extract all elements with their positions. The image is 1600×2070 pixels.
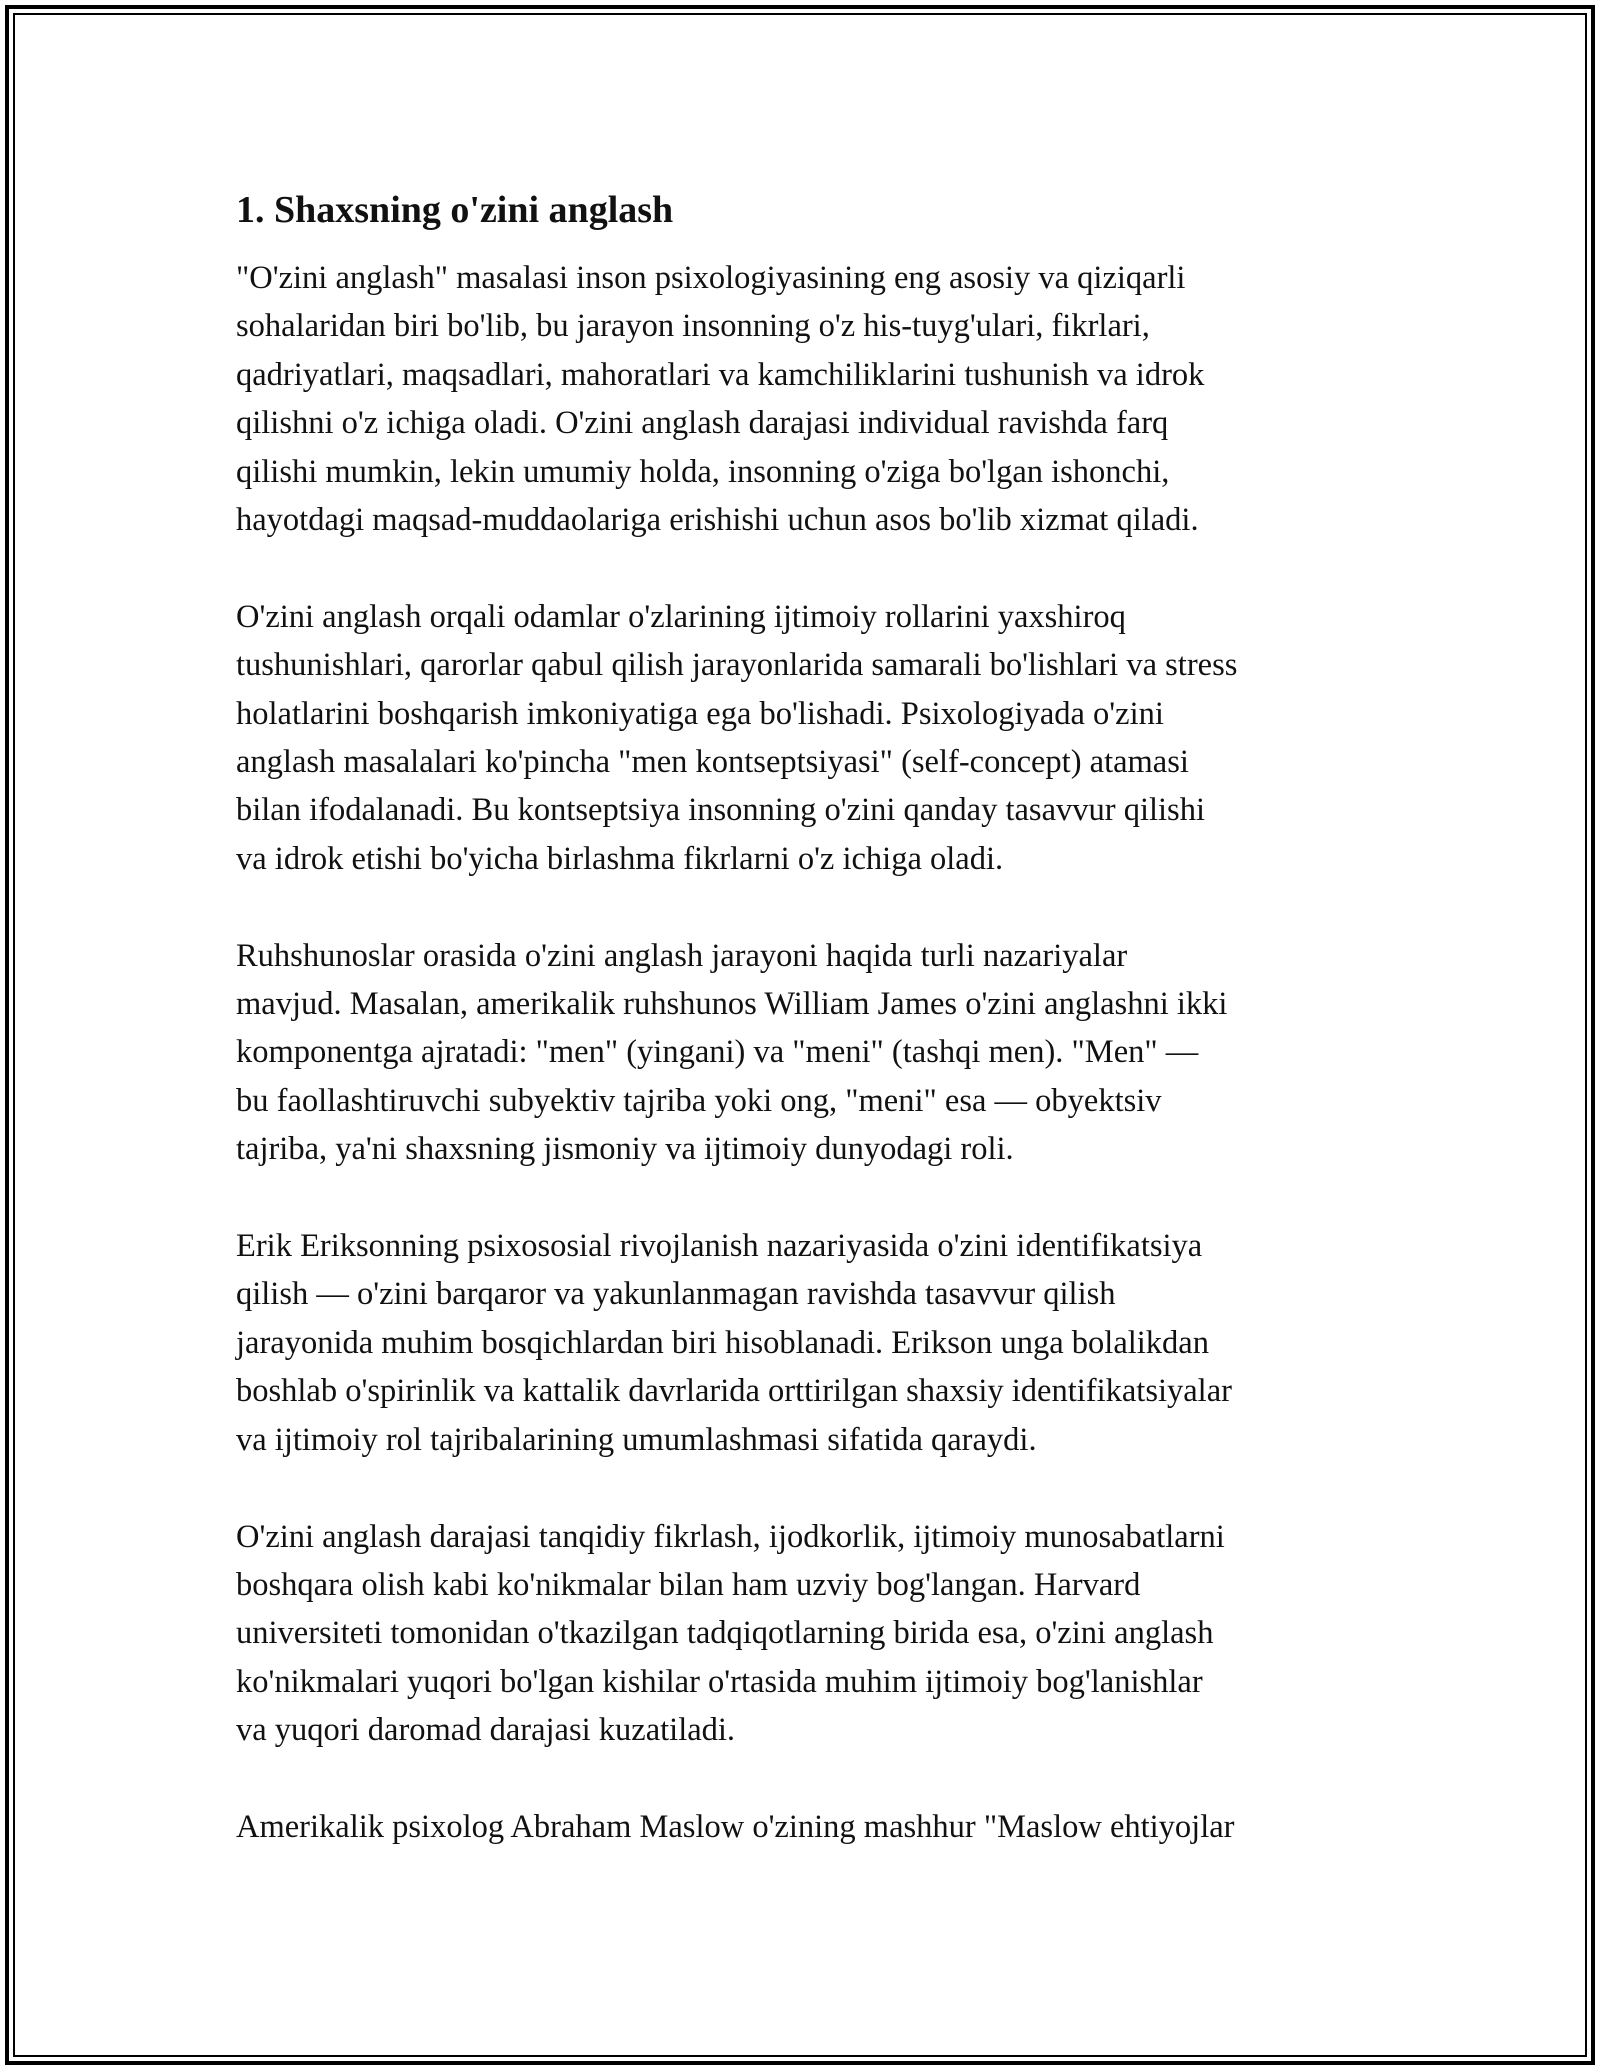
text-line: jarayonida muhim bosqichlardan biri hisoblanadi. Erikson unga bolalikdan <box>236 1324 1209 1361</box>
paragraph-4 <box>236 1222 1366 1464</box>
text-line: O'zini anglash orqali odamlar o'zlarining ijtimoiy rollarini yaxshiroq <box>236 598 1126 635</box>
paragraph-2 <box>236 593 1366 883</box>
text-line: Ruhshunoslar orasida o'zini anglash jarayoni haqida turli nazariyalar <box>236 937 1128 974</box>
text-line: tajriba, ya'ni shaxsning jismoniy va ijtimoiy dunyodagi roli. <box>236 1131 1014 1168</box>
text-line: O'zini anglash darajasi tanqidiy fikrlash, ijodkorlik, ijtimoiy munosabatlarni <box>236 1518 1225 1555</box>
text-line: va ijtimoiy rol tajribalarining umumlashmasi sifatida qaraydi. <box>236 1421 1037 1458</box>
document-body <box>236 186 1366 1900</box>
text-line: va yuqori daromad darajasi kuzatiladi. <box>236 1712 736 1749</box>
paragraph-1 <box>236 254 1366 544</box>
text-line: va idrok etishi bo'yicha birlashma fikrlarni o'z ichiga oladi. <box>236 840 1004 877</box>
text-line: boshqara olish kabi ko'nikmalar bilan ham uzviy bog'langan. Harvard <box>236 1566 1141 1603</box>
text-line: holatlarini boshqarish imkoniyatiga ega bo'lishadi. Psixologiyada o'zini <box>236 695 1164 732</box>
text-line: qilish — o'zini barqaror va yakunlanmagan ravishda tasavvur qilish <box>236 1276 1116 1313</box>
text-line: boshlab o'spirinlik va kattalik davrlarida orttirilgan shaxsiy identifikatsiyalar <box>236 1373 1232 1410</box>
text-line: qilishni o'z ichiga oladi. O'zini anglash darajasi individual ravishda farq <box>236 405 1169 442</box>
text-line: "O'zini anglash" masalasi inson psixologiyasining eng asosiy va qiziqarli <box>236 260 1186 296</box>
text-line: ko'nikmalari yuqori bo'lgan kishilar o'rtasida muhim ijtimoiy bog'lanishlar <box>236 1663 1203 1700</box>
text-line: Amerikalik psixolog Abraham Maslow o'zining mashhur "Maslow ehtiyojlar <box>236 1808 1235 1845</box>
text-line: bilan ifodalanadi. Bu kontseptsiya insonning o'zini qanday tasavvur qilishi <box>236 792 1205 829</box>
text-line: tushunishlari, qarorlar qabul qilish jarayonlarida samarali bo'lishlari va stress <box>236 647 1238 684</box>
text-line: Erik Eriksonning psixososial rivojlanish nazariyasida o'zini identifikatsiya <box>236 1228 1203 1265</box>
paragraph-6 <box>236 1803 1366 1851</box>
text-line: qilishi mumkin, lekin umumiy holda, insonning o'ziga bo'lgan ishonchi, <box>236 453 1170 490</box>
text-line: qadriyatlari, maqsadlari, mahoratlari va kamchiliklarini tushunish va idrok <box>236 356 1205 393</box>
paragraph-3 <box>236 932 1366 1174</box>
paragraph-5 <box>236 1513 1366 1755</box>
text-line: hayotdagi maqsad-muddaolariga erishishi uchun asos bo'lib xizmat qiladi. <box>236 502 1199 539</box>
text-line: mavjud. Masalan, amerikalik ruhshunos William James o'zini anglashni ikki <box>236 986 1228 1023</box>
text-line: anglash masalalari ko'pincha "men kontseptsiyasi" (self-concept) atamasi <box>236 744 1189 781</box>
text-line: bu faollashtiruvchi subyektiv tajriba yoki ong, "meni" esa — obyektsiv <box>236 1082 1162 1119</box>
text-line: universiteti tomonidan o'tkazilgan tadqiqotlarning birida esa, o'zini anglash <box>236 1615 1214 1652</box>
text-line: sohalaridan biri bo'lib, bu jarayon insonning o'z his-tuyg'ulari, fikrlari, <box>236 308 1150 345</box>
section-heading: 1. Shaxsning o'zini anglash <box>236 189 674 231</box>
text-line: komponentga ajratadi: "men" (yingani) va "meni" (tashqi men). "Men" — <box>236 1034 1199 1071</box>
